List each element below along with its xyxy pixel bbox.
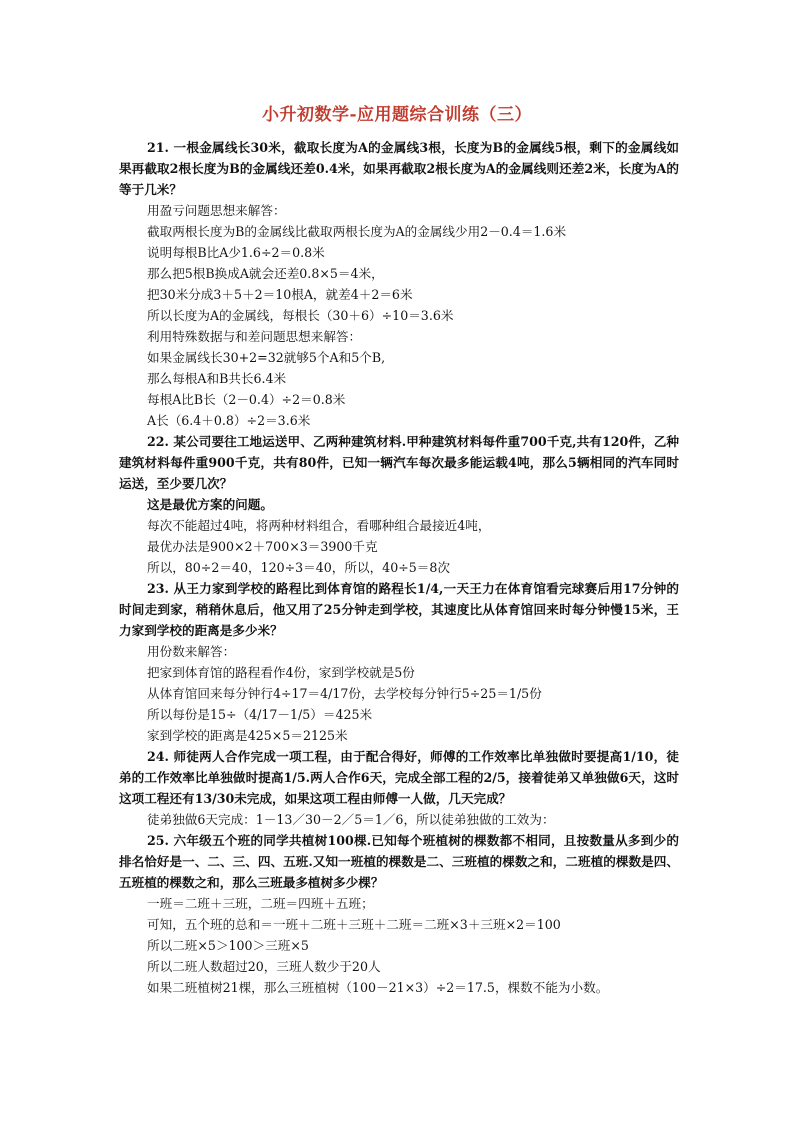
answer-line: 所以二班×5＞100＞三班×5 <box>147 938 309 953</box>
answer-line: 家到学校的距离是425×5＝2125米 <box>147 728 348 743</box>
answer-line: 用份数来解答： <box>147 644 236 659</box>
answer-line: 所以，80÷2＝40，120÷3＝40，所以，40÷5＝8次 <box>147 560 450 575</box>
answer-line: 所以长度为A的金属线，每根长（30＋6）÷10＝3.6米 <box>147 308 454 323</box>
answer-line: 所以二班人数超过20，三班人数少于20人 <box>147 959 381 974</box>
answer-line: 把30米分成3＋5＋2＝10根A，就差4＋2＝6米 <box>147 287 413 302</box>
question-paragraph: 25. 六年级五个班的同学共植树100棵.已知每个班植树的棵数都不相同，且按数量从多到少的排名恰好是一、二、三、四、五班.又知一班植的棵数是二、三班植的棵数之和，二班植的棵数是四、五班植的棵数之和，那么三班最多植树多少棵？ <box>119 833 679 890</box>
answer-line: 如果金属线长30+2=32就够5个A和5个B, <box>147 350 386 365</box>
answer-line: 可知，五个班的总和＝一班＋二班＋三班＋二班＝二班×3＋三班×2＝100 <box>147 917 561 932</box>
question-paragraph: 21. 一根金属线长30米，截取长度为A的金属线3根，长度为B的金属线5根，剩下的金属线如果再截取2根长度为B的金属线还差0.4米，如果再截取2根长度为A的金属线则还差2米，长度为A的等于几米？ <box>119 140 679 197</box>
answer-line: 那么每根A和B共长6.4米 <box>147 371 287 386</box>
answer-line: 最优办法是900×2＋700×3＝3900千克 <box>147 539 378 554</box>
answer-line: 用盈亏问题思想来解答： <box>147 203 286 218</box>
document-body <box>119 137 679 998</box>
answer-line: 把家到体育馆的路程看作4份，家到学校就是5份 <box>147 665 415 680</box>
answer-line: 从体育馆回来每分钟行4÷17＝4/17份，去学校每分钟行5÷25＝1/5份 <box>147 686 542 701</box>
answer-line: 利用特殊数据与和差问题思想来解答： <box>147 329 362 344</box>
question-paragraph: 23. 从王力家到学校的路程比到体育馆的路程长1/4,一天王力在体育馆看完球赛后用17分钟的时间走到家，稍稍休息后，他又用了25分钟走到学校，其速度比从体育馆回来时每分钟慢15米，王力家到学校的距离是多少米？ <box>119 581 679 638</box>
question-paragraph: 22. 某公司要往工地运送甲、乙两种建筑材料.甲种建筑材料每件重700千克,共有120件，乙种建筑材料每件重900千克，共有80件，已知一辆汽车每次最多能运载4吨，那么5辆相同的汽车同时运送，至少要几次？ <box>119 434 679 491</box>
question-paragraph: 24. 师徒两人合作完成一项工程，由于配合得好，师傅的工作效率比单独做时要提高1/10，徒弟的工作效率比单独做时提高1/5.两人合作6天，完成全部工程的2/5，接着徒弟又单独做6天，这时这项工程还有13/30未完成，如果这项工程由师傅一人做，几天完成？ <box>119 749 679 806</box>
answer-line: 一班＝二班＋三班，二班＝四班＋五班； <box>147 896 374 911</box>
answer-line: 每次不能超过4吨，将两种材料组合，看哪种组合最接近4吨， <box>147 518 491 533</box>
answer-line: 那么把5根B换成A就会还差0.8×5＝4米， <box>147 266 384 281</box>
answer-line: 截取两根长度为B的金属线比截取两根长度为A的金属线少用2－0.4＝1.6米 <box>147 224 567 239</box>
answer-line: 说明每根B比A少1.6÷2＝0.8米 <box>147 245 325 260</box>
answer-line: 每根A比B长（2－0.4）÷2＝0.8米 <box>147 392 346 407</box>
answer-line: 如果二班植树21棵，那么三班植树（100－21×3）÷2＝17.5，棵数不能为小数。 <box>147 980 609 995</box>
document-title: 小升初数学-应用题综合训练（三） <box>261 105 533 125</box>
answer-line: A长（6.4＋0.8）÷2＝3.6米 <box>147 413 311 428</box>
answer-line: 这是最优方案的问题。 <box>147 497 273 512</box>
answer-line: 所以每份是15÷（4/17－1/5）＝425米 <box>147 707 373 722</box>
answer-line: 徒弟独做6天完成：1－13／30－2／5＝1／6，所以徒弟独做的工效为： <box>147 812 555 827</box>
